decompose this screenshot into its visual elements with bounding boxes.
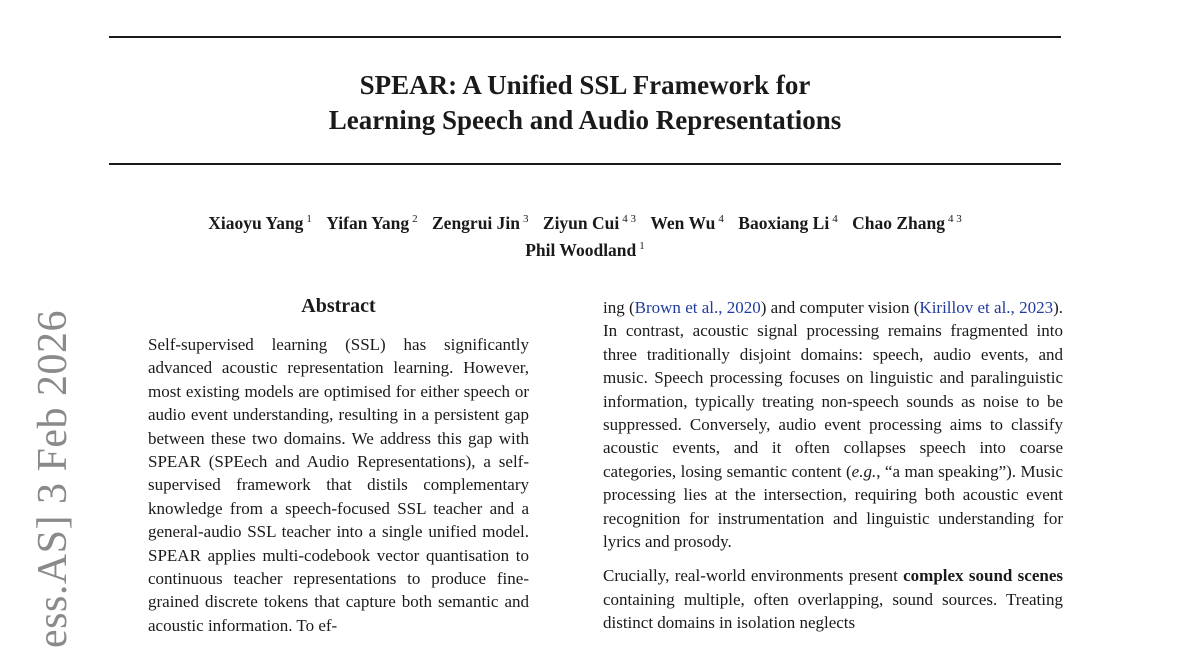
author-affiliation: 4: [832, 213, 838, 225]
author: [852, 213, 962, 233]
arxiv-identifier-stamp: ess.AS] 3 Feb 2026: [30, 309, 76, 648]
author-affiliation: 2: [412, 213, 418, 225]
intro-paragraph-1: [603, 296, 1063, 553]
author: [650, 213, 724, 233]
author-row-2: [109, 235, 1061, 262]
author-name: Ziyun Cui: [542, 213, 620, 233]
author-affiliation: 1: [639, 240, 645, 252]
author: [543, 213, 636, 233]
intro-text: Crucially, real-world environments present: [603, 566, 904, 586]
author-list: [109, 208, 1061, 262]
author-affiliation: 4 3: [622, 213, 636, 225]
author-name: Zengrui Jin: [432, 213, 521, 233]
author-affiliation: 3: [523, 213, 529, 225]
intro-text: containing multiple, often overlapping, sound sources. Treating distinct domains in isolation neglects: [603, 589, 1063, 633]
author: [432, 213, 529, 233]
author: [208, 213, 312, 233]
bottom-rule: [109, 163, 1061, 165]
author-affiliation: 4 3: [947, 213, 962, 225]
citation-link[interactable]: Brown et al., 2020: [634, 298, 761, 317]
author-name: Xiaoyu Yang: [208, 213, 304, 233]
author-row-1: [109, 208, 1061, 235]
top-rule: [109, 36, 1061, 38]
author-affiliation: 1: [306, 213, 312, 225]
intro-bold-term: complex sound scenes: [903, 566, 1063, 586]
author-name: Phil Woodland: [525, 240, 637, 260]
intro-emphasis: e.g.: [851, 461, 877, 481]
author: [525, 240, 645, 260]
author: [326, 213, 417, 233]
abstract-heading: Abstract: [301, 295, 376, 317]
intro-text: ing (: [603, 298, 635, 317]
intro-paragraph-2: [603, 564, 1063, 634]
citation-link[interactable]: Kirillov et al., 2023: [919, 298, 1054, 317]
intro-text: ) and computer vision (: [760, 298, 920, 317]
author-name: Baoxiang Li: [738, 213, 830, 233]
author-name: Wen Wu: [650, 213, 716, 233]
abstract-text: Self-supervised learning (SSL) has significantly advanced acoustic representation learning. However, most existing models are optimised for either speech or audio event understanding, resulting in a persistent gap between these two domains. We address this gap with SPEAR (SPEech and Audio Representations), a self-supervised framework that distils complementary knowledge from a speech-focused SSL teacher and a general-audio SSL teacher into a single unified model. SPEAR applies multi-codebook vector quantisation to continuous teacher representations to produce fine-grained discrete tokens that capture both semantic and acoustic information. To ef-: [148, 335, 529, 635]
intro-text: ). In contrast, acoustic signal processing remains fragmented into three traditionally disjoint domains: speech, audio events, and music. Speech processing focuses on linguistic and paralinguistic information, typically treating non-speech sounds as noise to be suppressed. Conversely, audio event processing aims to classify acoustic events, and it often collapses speech into coarse categories, losing semantic content (: [603, 298, 1063, 481]
title-line-1: SPEAR: A Unified SSL Framework for: [359, 70, 811, 100]
author: [738, 213, 837, 233]
intro-text: , “a man speaking”). Music processing lies at the intersection, requiring both acoustic event recognition for instrumentation and linguistic understanding for lyrics and prosody.: [603, 461, 1064, 552]
title-line-2: Learning Speech and Audio Representations: [328, 105, 842, 135]
author-name: Yifan Yang: [326, 213, 410, 233]
paper-title: [109, 68, 1061, 138]
author-name: Chao Zhang: [852, 213, 945, 233]
author-affiliation: 4: [718, 213, 724, 225]
introduction-column: [603, 296, 1063, 646]
